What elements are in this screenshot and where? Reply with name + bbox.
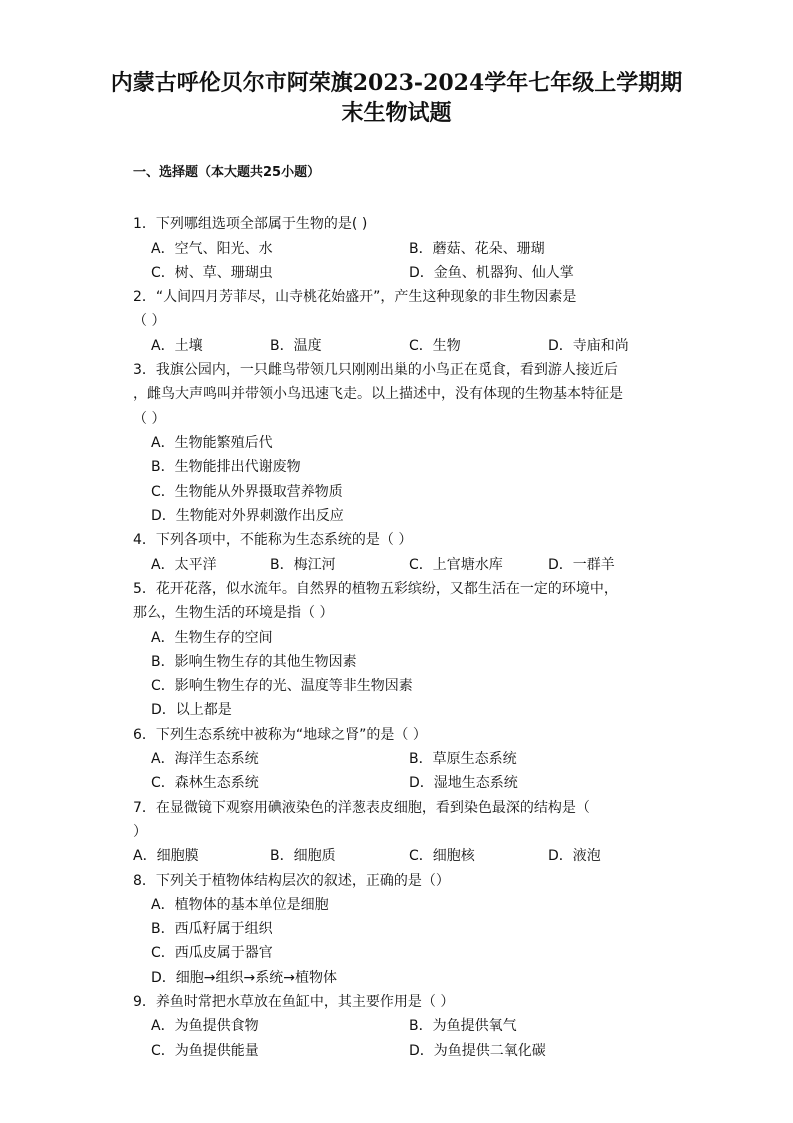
option: A．太平洋 [151,557,217,573]
title-line-1: 内蒙古呼伦贝尔市阿荣旗2023-2024学年七年级上学期期 [110,70,683,96]
question-text: 那么，生物生活的环境是指（ ） [133,605,334,621]
option: D．液泡 [548,848,601,864]
option: C．森林生态系统 [151,775,259,791]
option: A．植物体的基本单位是细胞 [151,897,329,913]
option: C．生物 [409,338,461,354]
question-text: ，雌鸟大声鸣叫并带领小鸟迅速飞走。以上描述中，没有体现的生物基本特征是 [133,386,623,402]
option: B．西瓜籽属于组织 [151,921,273,937]
option: D．为鱼提供二氧化碳 [409,1043,546,1059]
question-1: 1．下列哪组选项全部属于生物的是( ) [133,216,368,232]
option: C．西瓜皮属于器官 [151,945,273,961]
option: B．梅江河 [270,557,336,573]
question-7: 7．在显微镜下观察用碘液染色的洋葱表皮细胞，看到染色最深的结构是（ [133,800,590,816]
option: C．树、草、珊瑚虫 [151,265,273,281]
option: C．上官塘水库 [409,557,503,573]
question-4: 4．下列各项中，不能称为生态系统的是（ ） [133,532,413,548]
option: A．生物能繁殖后代 [151,435,273,451]
option: A．生物生存的空间 [151,630,273,646]
option: A．海洋生态系统 [151,751,259,767]
option: A．空气、阳光、水 [151,241,273,257]
option: D．寺庙和尚 [548,338,629,354]
option: D．金鱼、机器狗、仙人掌 [409,265,574,281]
question-2: 2．“人间四月芳菲尽，山寺桃花始盛开”，产生这种现象的非生物因素是 [133,289,577,305]
option: D．湿地生态系统 [409,775,518,791]
option: B．生物能排出代谢废物 [151,459,301,475]
option: C．影响生物生存的光、温度等非生物因素 [151,678,413,694]
option: B．温度 [270,338,322,354]
question-3: 3．我旗公园内，一只雌鸟带领几只刚刚出巢的小鸟正在觅食，看到游人接近后 [133,362,618,378]
option: C．为鱼提供能量 [151,1043,259,1059]
option: C．生物能从外界摄取营养物质 [151,484,343,500]
question-6: 6．下列生态系统中被称为“地球之肾”的是（ ） [133,727,427,743]
question-9: 9．养鱼时常把水草放在鱼缸中，其主要作用是（ ） [133,994,455,1010]
option: D．生物能对外界刺激作出反应 [151,508,344,524]
section-heading: 一、选择题（本大题共25小题） [133,165,321,180]
option: A．细胞膜 [133,848,199,864]
document-title [0,68,793,128]
question-text: ） [133,824,147,840]
option: B．细胞质 [270,848,336,864]
option: A．土壤 [151,338,203,354]
option: A．为鱼提供食物 [151,1018,259,1034]
option: D．细胞→组织→系统→植物体 [151,970,337,986]
option: B．影响生物生存的其他生物因素 [151,654,357,670]
option: D．以上都是 [151,702,232,718]
question-8: 8．下列关于植物体结构层次的叙述，正确的是（） [133,873,450,889]
option: B．蘑菇、花朵、珊瑚 [409,241,545,257]
option: C．细胞核 [409,848,475,864]
title-line-2: 末生物试题 [341,100,452,126]
option: D．一群羊 [548,557,615,573]
option: B．为鱼提供氧气 [409,1018,517,1034]
question-text: （ ） [133,313,166,329]
option: B．草原生态系统 [409,751,517,767]
question-5: 5．花开花落，似水流年。自然界的植物五彩缤纷，又都生活在一定的环境中， [133,581,618,597]
question-text: （ ） [133,411,166,427]
